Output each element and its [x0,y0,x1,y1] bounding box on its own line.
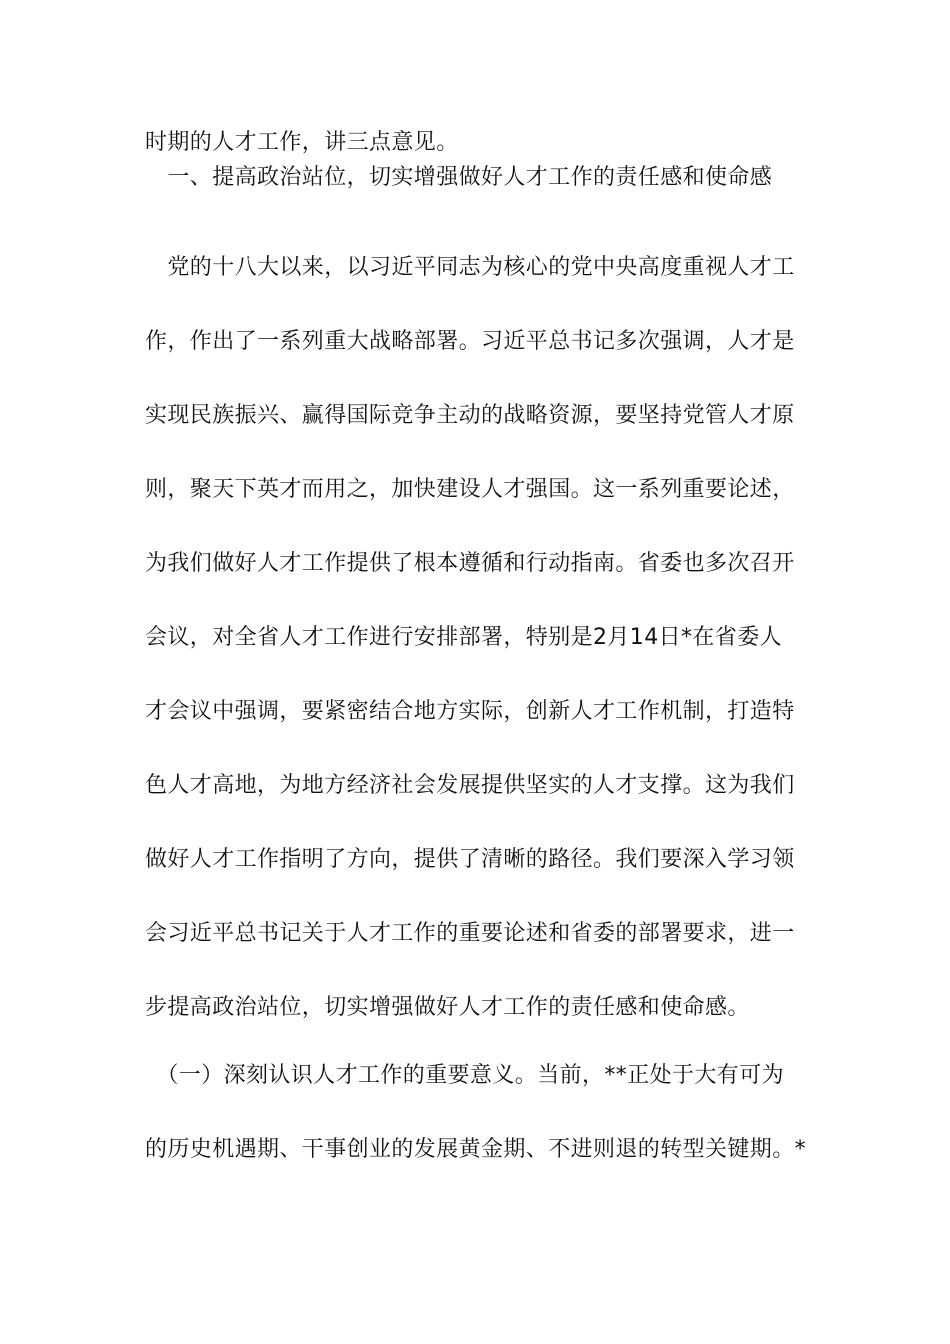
text-line-7: 为我们做好人才工作提供了根本遵循和行动指南。省委也多次召开 [145,551,795,576]
text-line-6: 则，聚天下英才而用之，加快建设人才强国。这一系列重要论述， [145,477,795,502]
text-line-5: 实现民族振兴、赢得国际竞争主动的战略资源，要坚持党管人才原 [145,403,795,428]
text-line-4: 作，作出了一系列重大战略部署。习近平总书记多次强调，人才是 [145,329,795,354]
text-line-12: 会习近平总书记关于人才工作的重要论述和省委的部署要求，进一 [145,921,795,946]
text-line-13: 步提高政治站位，切实增强做好人才工作的责任感和使命感。 [145,995,750,1020]
text-line-9: 才会议中强调，要紧密结合地方实际，创新人才工作机制，打造特 [145,699,795,724]
text-line-10: 色人才高地，为地方经济社会发展提供坚实的人才支撑。这为我们 [145,773,795,798]
text-line-15: 的历史机遇期、干事创业的发展黄金期、不进则退的转型关键期。* [145,1137,807,1162]
text-line-3: 党的十八大以来，以习近平同志为核心的党中央高度重视人才工 [145,255,795,280]
text-line-11: 做好人才工作指明了方向，提供了清晰的路径。我们要深入学习领 [145,847,795,872]
text-line-8: 会议，对全省人才工作进行安排部署，特别是2月14日*在省委人 [145,625,782,650]
text-line-1: 时期的人才工作，讲三点意见。 [145,130,459,155]
section-heading-1: 一、提高政治站位，切实增强做好人才工作的责任感和使命感 [145,165,773,190]
subsection-line-1: （一）深刻认识人才工作的重要意义。当前，**正处于大有可为 [145,1063,785,1088]
